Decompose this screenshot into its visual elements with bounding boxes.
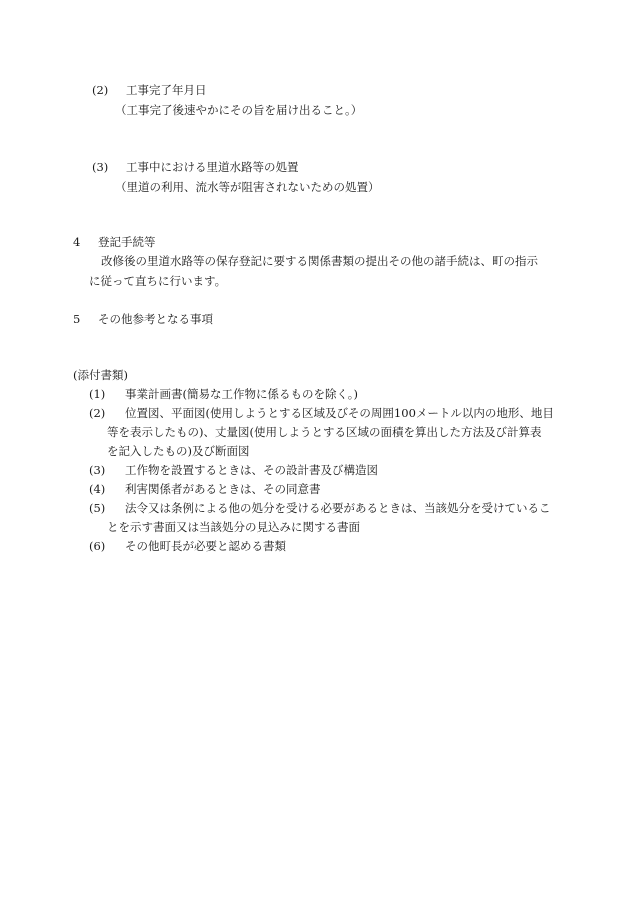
- attachment-number: (2): [89, 406, 106, 420]
- item-2-line: [92, 84, 206, 98]
- section-number: 5: [73, 312, 81, 326]
- attachment-item-3: [89, 464, 378, 478]
- item-3-note: （里道の利用、流水等が阻害されないための処置）: [115, 180, 380, 194]
- section-title: 登記手続等: [97, 235, 156, 249]
- attachment-text-continued: を記入したもの)及び断面図: [107, 444, 250, 458]
- attachment-item-1: [89, 388, 358, 402]
- section-4-body-line1: 改修後の里道水路等の保存登記に要する関係書類の提出その他の諸手続は、町の指示: [101, 254, 538, 268]
- item-title: 工事中における里道水路等の処置: [125, 160, 299, 174]
- attachment-text: 位置図、平面図(使用しようとする区域及びその周囲100メートル以内の地形、地目: [124, 406, 554, 420]
- attachment-item-4: [89, 483, 320, 497]
- item-3-line: [92, 161, 298, 175]
- section-title: その他参考となる事項: [97, 312, 213, 326]
- section-4-heading: [73, 236, 155, 250]
- attachment-text-continued: 等を表示したもの)、丈量図(使用しようとする区域の面積を算出した方法及び計算表: [107, 425, 542, 439]
- item-number: (3): [92, 160, 109, 174]
- section-number: 4: [73, 235, 81, 249]
- attachment-number: (4): [89, 482, 106, 496]
- attachments-heading: (添付書類): [73, 368, 128, 382]
- attachment-text: 利害関係者があるときは、その同意書: [124, 482, 321, 496]
- item-title: 工事完了年月日: [125, 83, 207, 97]
- item-number: (2): [92, 83, 109, 97]
- attachment-number: (5): [89, 501, 106, 515]
- section-4-body-line2: に従って直ちに行います。: [89, 274, 227, 288]
- attachment-item-6: [89, 540, 286, 554]
- section-5-heading: [73, 313, 213, 327]
- attachment-item-2: [89, 407, 554, 421]
- attachment-text: その他町長が必要と認める書類: [124, 539, 286, 553]
- item-2-note: （工事完了後速やかにその旨を届け出ること。）: [115, 103, 363, 117]
- attachment-number: (3): [89, 463, 106, 477]
- attachment-text-continued: とを示す書面又は当該処分の見込みに関する書面: [107, 520, 360, 534]
- attachment-item-5: [89, 502, 550, 516]
- attachment-text: 工作物を設置するときは、その設計書及び構造図: [124, 463, 378, 477]
- attachment-number: (6): [89, 539, 106, 553]
- attachment-number: (1): [89, 387, 106, 401]
- attachment-text: 事業計画書(簡易な工作物に係るものを除く。): [124, 387, 358, 401]
- attachment-text: 法令又は条例による他の処分を受ける必要があるときは、当該処分を受けているこ: [124, 501, 551, 515]
